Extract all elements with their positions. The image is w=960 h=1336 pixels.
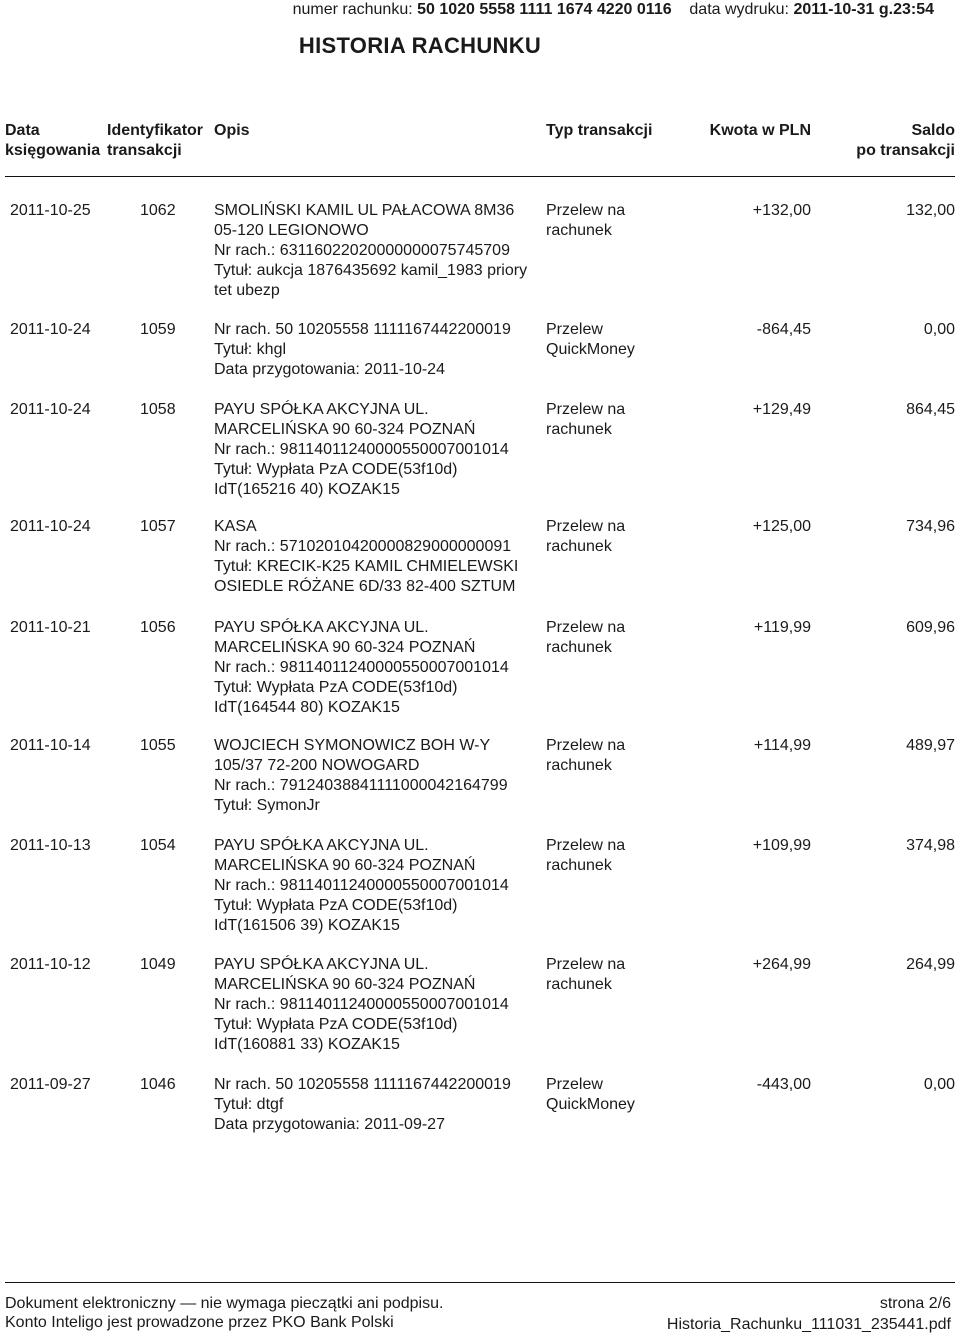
description-line: Nr rach.: 63116022020000000075745709	[214, 242, 510, 259]
row-transaction-id: 1054	[140, 837, 176, 854]
row-transaction-id: 1062	[140, 202, 176, 219]
print-date: 2011-10-31 g.23:54	[793, 1, 934, 18]
type-line: rachunek	[546, 538, 612, 555]
type-line: Przelew na	[546, 956, 626, 973]
row-description	[214, 955, 509, 1055]
file-name: Historia_Rachunku_111031_235441.pdf	[666, 1316, 951, 1333]
row-transaction-id: 1056	[140, 619, 176, 636]
row-balance: 864,45	[906, 401, 955, 418]
footer-bank: Konto Inteligo jest prowadzone przez PKO Bank Polski	[5, 1314, 394, 1331]
type-line: Przelew	[546, 1076, 603, 1093]
footer-note: Dokument elektroniczny — nie wymaga pieczątki ani podpisu.	[5, 1295, 444, 1312]
row-balance: 0,00	[923, 1076, 955, 1093]
row-transaction-type	[546, 618, 625, 658]
row-date: 2011-10-12	[10, 956, 91, 973]
row-balance: 489,97	[906, 737, 955, 754]
description-line: PAYU SPÓŁKA AKCYJNA UL.	[214, 837, 429, 854]
description-line: PAYU SPÓŁKA AKCYJNA UL.	[214, 619, 429, 636]
row-date: 2011-10-24	[10, 518, 91, 535]
description-line: Nr rach. 50 10205558 1111167442200019	[214, 1076, 511, 1093]
type-line: Przelew na	[546, 619, 626, 636]
row-date: 2011-10-24	[10, 321, 91, 338]
row-amount: +114,99	[753, 737, 811, 754]
row-balance: 609,96	[906, 619, 955, 636]
type-line: rachunek	[546, 222, 612, 239]
row-amount: -864,45	[756, 321, 811, 338]
row-balance: 132,00	[906, 202, 955, 219]
page-title: HISTORIA RACHUNKU	[298, 33, 542, 58]
description-line: WOJCIECH SYMONOWICZ BOH W-Y	[214, 737, 491, 754]
row-transaction-type	[546, 955, 625, 995]
account-number: 50 1020 5558 1111 1674 4220 0116	[417, 1, 672, 18]
description-line: Nr rach.: 98114011240000550007001014	[214, 659, 509, 676]
description-line: MARCELIŃSKA 90 60-324 POZNAŃ	[214, 857, 476, 874]
col-header-amount: Kwota w PLN	[709, 122, 811, 139]
col-header-desc: Opis	[214, 122, 250, 139]
row-date: 2011-10-13	[10, 837, 91, 854]
type-line: rachunek	[546, 757, 612, 774]
type-line: QuickMoney	[546, 1096, 635, 1113]
row-description	[214, 836, 509, 936]
description-line: IdT(161506 39) KOZAK15	[214, 917, 400, 934]
document-meta	[293, 1, 934, 19]
row-amount: +264,99	[752, 956, 811, 973]
footer-divider	[5, 1282, 955, 1283]
row-amount: +125,00	[752, 518, 811, 535]
row-description	[214, 400, 509, 500]
description-line: Tytuł: aukcja 1876435692 kamil_1983 priory	[214, 262, 528, 279]
print-date-label: data wydruku:	[689, 1, 789, 18]
description-line: Tytuł: Wypłata PzA CODE(53f10d)	[214, 897, 458, 914]
type-line: QuickMoney	[546, 341, 635, 358]
row-transaction-type	[546, 836, 625, 876]
type-line: rachunek	[546, 639, 612, 656]
row-amount: +129,49	[752, 401, 811, 418]
description-line: IdT(160881 33) KOZAK15	[214, 1036, 400, 1053]
description-line: Nr rach.: 57102010420000829000000091	[214, 538, 512, 555]
description-line: KASA	[214, 518, 257, 535]
type-line: Przelew na	[546, 202, 626, 219]
row-transaction-id: 1055	[140, 737, 176, 754]
description-line: Tytuł: SymonJr	[214, 797, 320, 814]
description-line: Nr rach. 50 10205558 1111167442200019	[214, 321, 511, 338]
row-amount: +119,99	[753, 619, 811, 636]
row-amount: +132,00	[752, 202, 811, 219]
description-line: Data przygotowania: 2011-10-24	[214, 361, 445, 378]
row-transaction-id: 1049	[140, 956, 176, 973]
row-balance: 264,99	[906, 956, 955, 973]
row-description	[214, 1075, 511, 1135]
row-transaction-id: 1058	[140, 401, 176, 418]
description-line: MARCELIŃSKA 90 60-324 POZNAŃ	[214, 639, 476, 656]
col-header-date: Data księgowania	[5, 122, 101, 159]
row-amount: -443,00	[756, 1076, 811, 1093]
description-line: Nr rach.: 79124038841111000042164799	[214, 777, 508, 794]
description-line: Tytuł: Wypłata PzA CODE(53f10d)	[214, 461, 458, 478]
description-line: Nr rach.: 98114011240000550007001014	[214, 877, 509, 894]
row-date: 2011-09-27	[10, 1076, 91, 1093]
row-description	[214, 517, 518, 597]
row-date: 2011-10-14	[10, 737, 91, 754]
row-description	[214, 320, 511, 380]
type-line: Przelew	[546, 321, 603, 338]
row-transaction-type	[546, 1075, 635, 1115]
row-transaction-type	[546, 400, 625, 440]
row-date: 2011-10-24	[10, 401, 91, 418]
account-label: numer rachunku:	[292, 1, 413, 18]
description-line: Nr rach.: 98114011240000550007001014	[214, 441, 509, 458]
page-number: strona 2/6	[879, 1295, 951, 1312]
row-transaction-type	[546, 320, 635, 360]
col-header-balance: Saldo po transakcji	[856, 122, 955, 159]
description-line: 105/37 72-200 NOWOGARD	[214, 757, 420, 774]
description-line: MARCELIŃSKA 90 60-324 POZNAŃ	[214, 976, 476, 993]
description-line: Tytuł: dtgf	[214, 1096, 284, 1113]
type-line: rachunek	[546, 976, 612, 993]
row-transaction-id: 1059	[140, 321, 176, 338]
row-description	[214, 618, 509, 718]
type-line: Przelew na	[546, 518, 626, 535]
header-divider	[5, 176, 955, 177]
description-line: Tytuł: Wypłata PzA CODE(53f10d)	[214, 1016, 458, 1033]
row-date: 2011-10-21	[10, 619, 91, 636]
row-transaction-id: 1046	[140, 1076, 176, 1093]
col-header-id: Identyfikator transakcji	[107, 122, 204, 159]
description-line: 05-120 LEGIONOWO	[214, 222, 369, 239]
row-transaction-type	[546, 736, 625, 776]
type-line: Przelew na	[546, 837, 626, 854]
type-line: rachunek	[546, 421, 612, 438]
description-line: PAYU SPÓŁKA AKCYJNA UL.	[214, 401, 429, 418]
row-description	[214, 736, 508, 816]
row-balance: 0,00	[923, 321, 955, 338]
description-line: tet ubezp	[214, 282, 280, 299]
description-line: IdT(165216 40) KOZAK15	[214, 481, 400, 498]
description-line: SMOLIŃSKI KAMIL UL PAŁACOWA 8M36	[214, 202, 515, 219]
type-line: Przelew na	[546, 737, 626, 754]
description-line: MARCELIŃSKA 90 60-324 POZNAŃ	[214, 421, 476, 438]
row-transaction-type	[546, 517, 625, 557]
row-transaction-type	[546, 201, 625, 241]
row-balance: 734,96	[906, 518, 955, 535]
description-line: Tytuł: Wypłata PzA CODE(53f10d)	[214, 679, 458, 696]
row-transaction-id: 1057	[140, 518, 176, 535]
description-line: Data przygotowania: 2011-09-27	[214, 1116, 445, 1133]
type-line: rachunek	[546, 857, 612, 874]
description-line: Tytuł: KRECIK-K25 KAMIL CHMIELEWSKI	[214, 558, 519, 575]
row-date: 2011-10-25	[10, 202, 91, 219]
row-balance: 374,98	[906, 837, 955, 854]
row-amount: +109,99	[752, 837, 811, 854]
col-header-type: Typ transakcji	[546, 122, 653, 139]
row-description	[214, 201, 527, 301]
description-line: Nr rach.: 98114011240000550007001014	[214, 996, 509, 1013]
type-line: Przelew na	[546, 401, 626, 418]
description-line: PAYU SPÓŁKA AKCYJNA UL.	[214, 956, 429, 973]
description-line: Tytuł: khgl	[214, 341, 287, 358]
description-line: OSIEDLE RÓŻANE 6D/33 82-400 SZTUM	[214, 578, 516, 595]
description-line: IdT(164544 80) KOZAK15	[214, 699, 400, 716]
